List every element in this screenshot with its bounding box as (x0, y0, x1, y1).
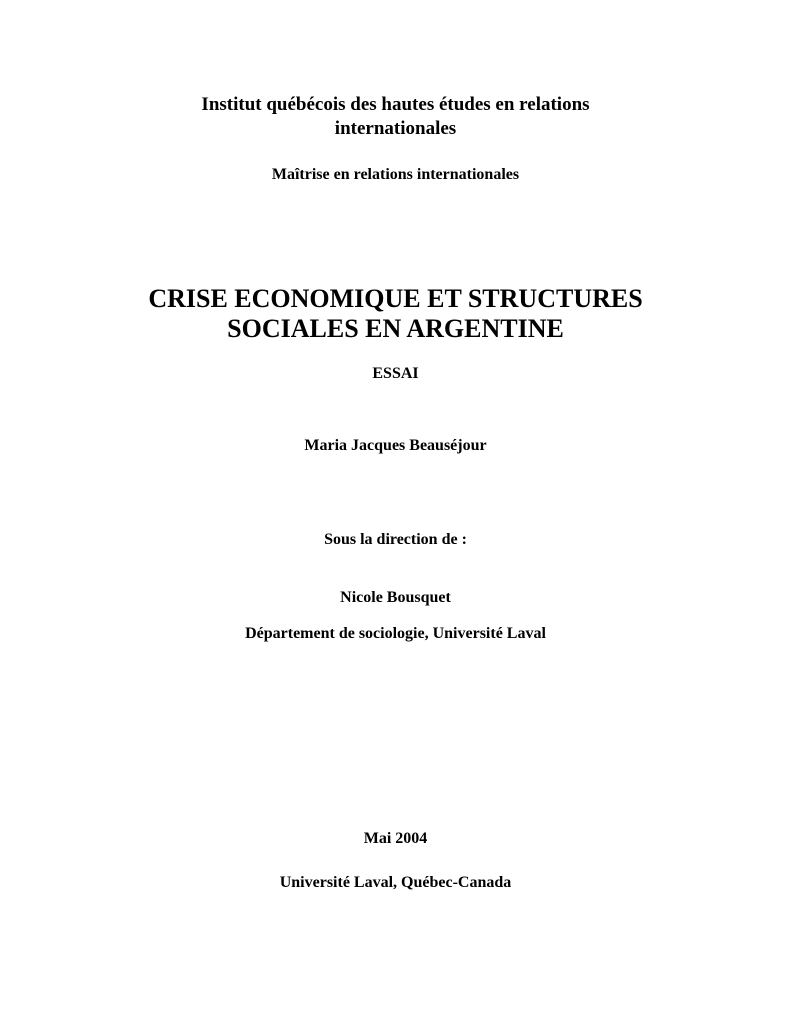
supervisor-department: Département de sociologie, Université Laval (245, 625, 546, 642)
supervisor-name: Nicole Bousquet (340, 589, 451, 606)
thesis-title-line-1: CRISE ECONOMIQUE ET STRUCTURES (148, 284, 643, 313)
submission-date: Mai 2004 (363, 830, 428, 847)
institution-line-2: internationales (334, 118, 457, 139)
author-name: Maria Jacques Beauséjour (304, 437, 487, 454)
university-location: Université Laval, Québec-Canada (279, 874, 512, 891)
thesis-title-line-2: SOCIALES EN ARGENTINE (227, 314, 564, 343)
direction-label: Sous la direction de : (324, 531, 467, 548)
program-name: Maîtrise en relations internationales (271, 166, 520, 183)
document-type: ESSAI (372, 365, 419, 382)
institution-line-1: Institut québécois des hautes études en relations (201, 94, 590, 115)
